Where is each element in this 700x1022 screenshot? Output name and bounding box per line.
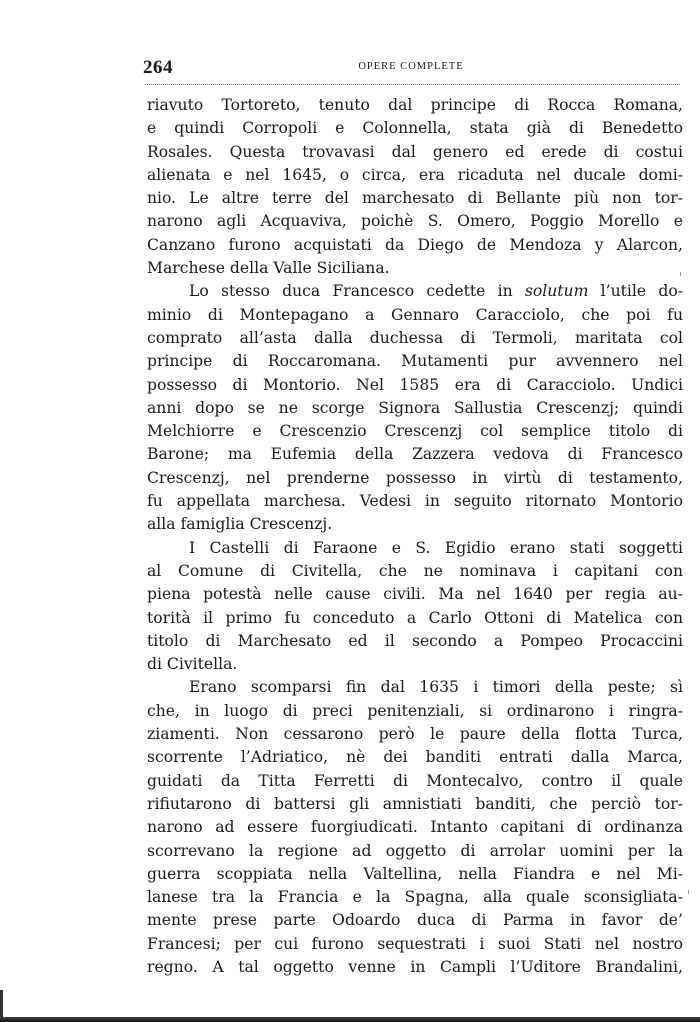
text-line: titolo di Marchesato ed il secondo a Pompeo Procaccini — [147, 631, 683, 650]
text-line: lanese tra la Francia e la Spagna, alla quale sconsigliata- — [147, 888, 683, 907]
text-line: fu appellata marchesa. Vedesi in seguito ritornato Montorio — [147, 492, 683, 511]
text-segment: Lo stesso duca Francesco cedette in — [189, 282, 525, 301]
text-line: torità il primo fu conceduto a Carlo Ottoni di Matelica con — [147, 608, 683, 627]
running-head: OPERE COMPLETE — [358, 61, 464, 72]
text-line: anni dopo se ne scorge Signora Sallustia Crescenzj; quindi — [147, 398, 683, 417]
scan-bottom-edge — [0, 1017, 700, 1022]
body-text — [147, 94, 683, 979]
text-line: Crescenzj, nel prenderne possesso in virtù di testamento, — [147, 468, 683, 487]
page-number: 264 — [143, 57, 173, 78]
page-header — [140, 56, 682, 80]
text-line: Francesi; per cui furono sequestrati i suoi Stati nel nostro — [147, 934, 683, 953]
text-line: Melchiorre e Crescenzio Crescenzj col semplice titolo di — [147, 422, 683, 441]
header-rule — [145, 84, 680, 85]
text-line: regno. A tal oggetto venne in Campli l’Uditore Brandalini, — [147, 957, 683, 976]
text-line: mente prese parte Odoardo duca di Parma in favor de’ — [147, 911, 683, 930]
scan-speck — [688, 890, 689, 894]
text-line: scorrevano la regione ad oggetto di arrolar uomini per la — [147, 841, 683, 860]
text-line: di Civitella. — [147, 655, 238, 674]
text-line: nio. Le altre terre del marchesato di Bellante più non tor- — [147, 189, 683, 208]
text-line: principe di Roccaromana. Mutamenti pur avvennero nel — [147, 352, 683, 371]
text-line: guidati da Titta Ferretti di Montecalvo, contro il quale — [147, 771, 683, 790]
text-line: I Castelli di Faraone e S. Egidio erano stati soggetti — [189, 538, 683, 557]
italic-term: solutum — [524, 282, 589, 301]
text-line: possesso di Montorio. Nel 1585 era di Caracciolo. Undici — [147, 375, 683, 394]
text-line: Barone; ma Eufemia della Zazzera vedova di Francesco — [147, 445, 683, 464]
text-line: che, in luogo di preci penitenziali, si ordinarono i ringra- — [147, 701, 683, 720]
text-line: riavuto Tortoreto, tenuto dal principe di Rocca Romana, — [147, 96, 683, 114]
text-line: alienata e nel 1645, o circa, era ricaduta nel ducale domi- — [147, 165, 683, 184]
text-line: Canzano furono acquistati da Diego de Mendoza y Alarcon, — [147, 235, 683, 254]
text-line — [147, 280, 683, 303]
text-segment: l’utile do- — [588, 282, 684, 301]
text-line: guerra scoppiata nella Valtellina, nella Fiandra e nel Mi- — [147, 864, 683, 883]
text-line: al Comune di Civitella, che ne nominava i capitani con — [147, 561, 683, 580]
text-line: Rosales. Questa trovavasi dal genero ed erede di costui — [147, 142, 683, 161]
text-line: minio di Montepagano a Gennaro Caracciolo, che poi fu — [147, 305, 683, 324]
scan-speck — [680, 272, 681, 276]
text-line: narono ad essere fuorgiudicati. Intanto capitani di ordinanza — [147, 818, 683, 837]
text-line: Marchese della Valle Siciliana. — [147, 259, 390, 278]
text-line: rifiutarono di battersi gli amnistiati banditi, che perciò tor- — [147, 794, 683, 813]
text-line: ziamenti. Non cessarono però le paure della flotta Turca, — [147, 725, 683, 744]
text-line: comprato all’asta dalla duchessa di Termoli, maritata col — [147, 328, 683, 347]
text-line: scorrente l’Adriatico, nè dei banditi entrati dalla Marca, — [147, 748, 683, 767]
text-line: Erano scomparsi fin dal 1635 i timori della peste; sì — [189, 678, 683, 697]
text-line: piena potestà nelle cause civili. Ma nel 1640 per regia au- — [147, 585, 683, 604]
text-line: e quindi Corropoli e Colonnella, stata già di Benedetto — [147, 119, 683, 138]
text-line: alla famiglia Crescenzj. — [147, 515, 333, 534]
text-line: narono agli Acquaviva, poichè S. Omero, Poggio Morello e — [147, 212, 683, 231]
